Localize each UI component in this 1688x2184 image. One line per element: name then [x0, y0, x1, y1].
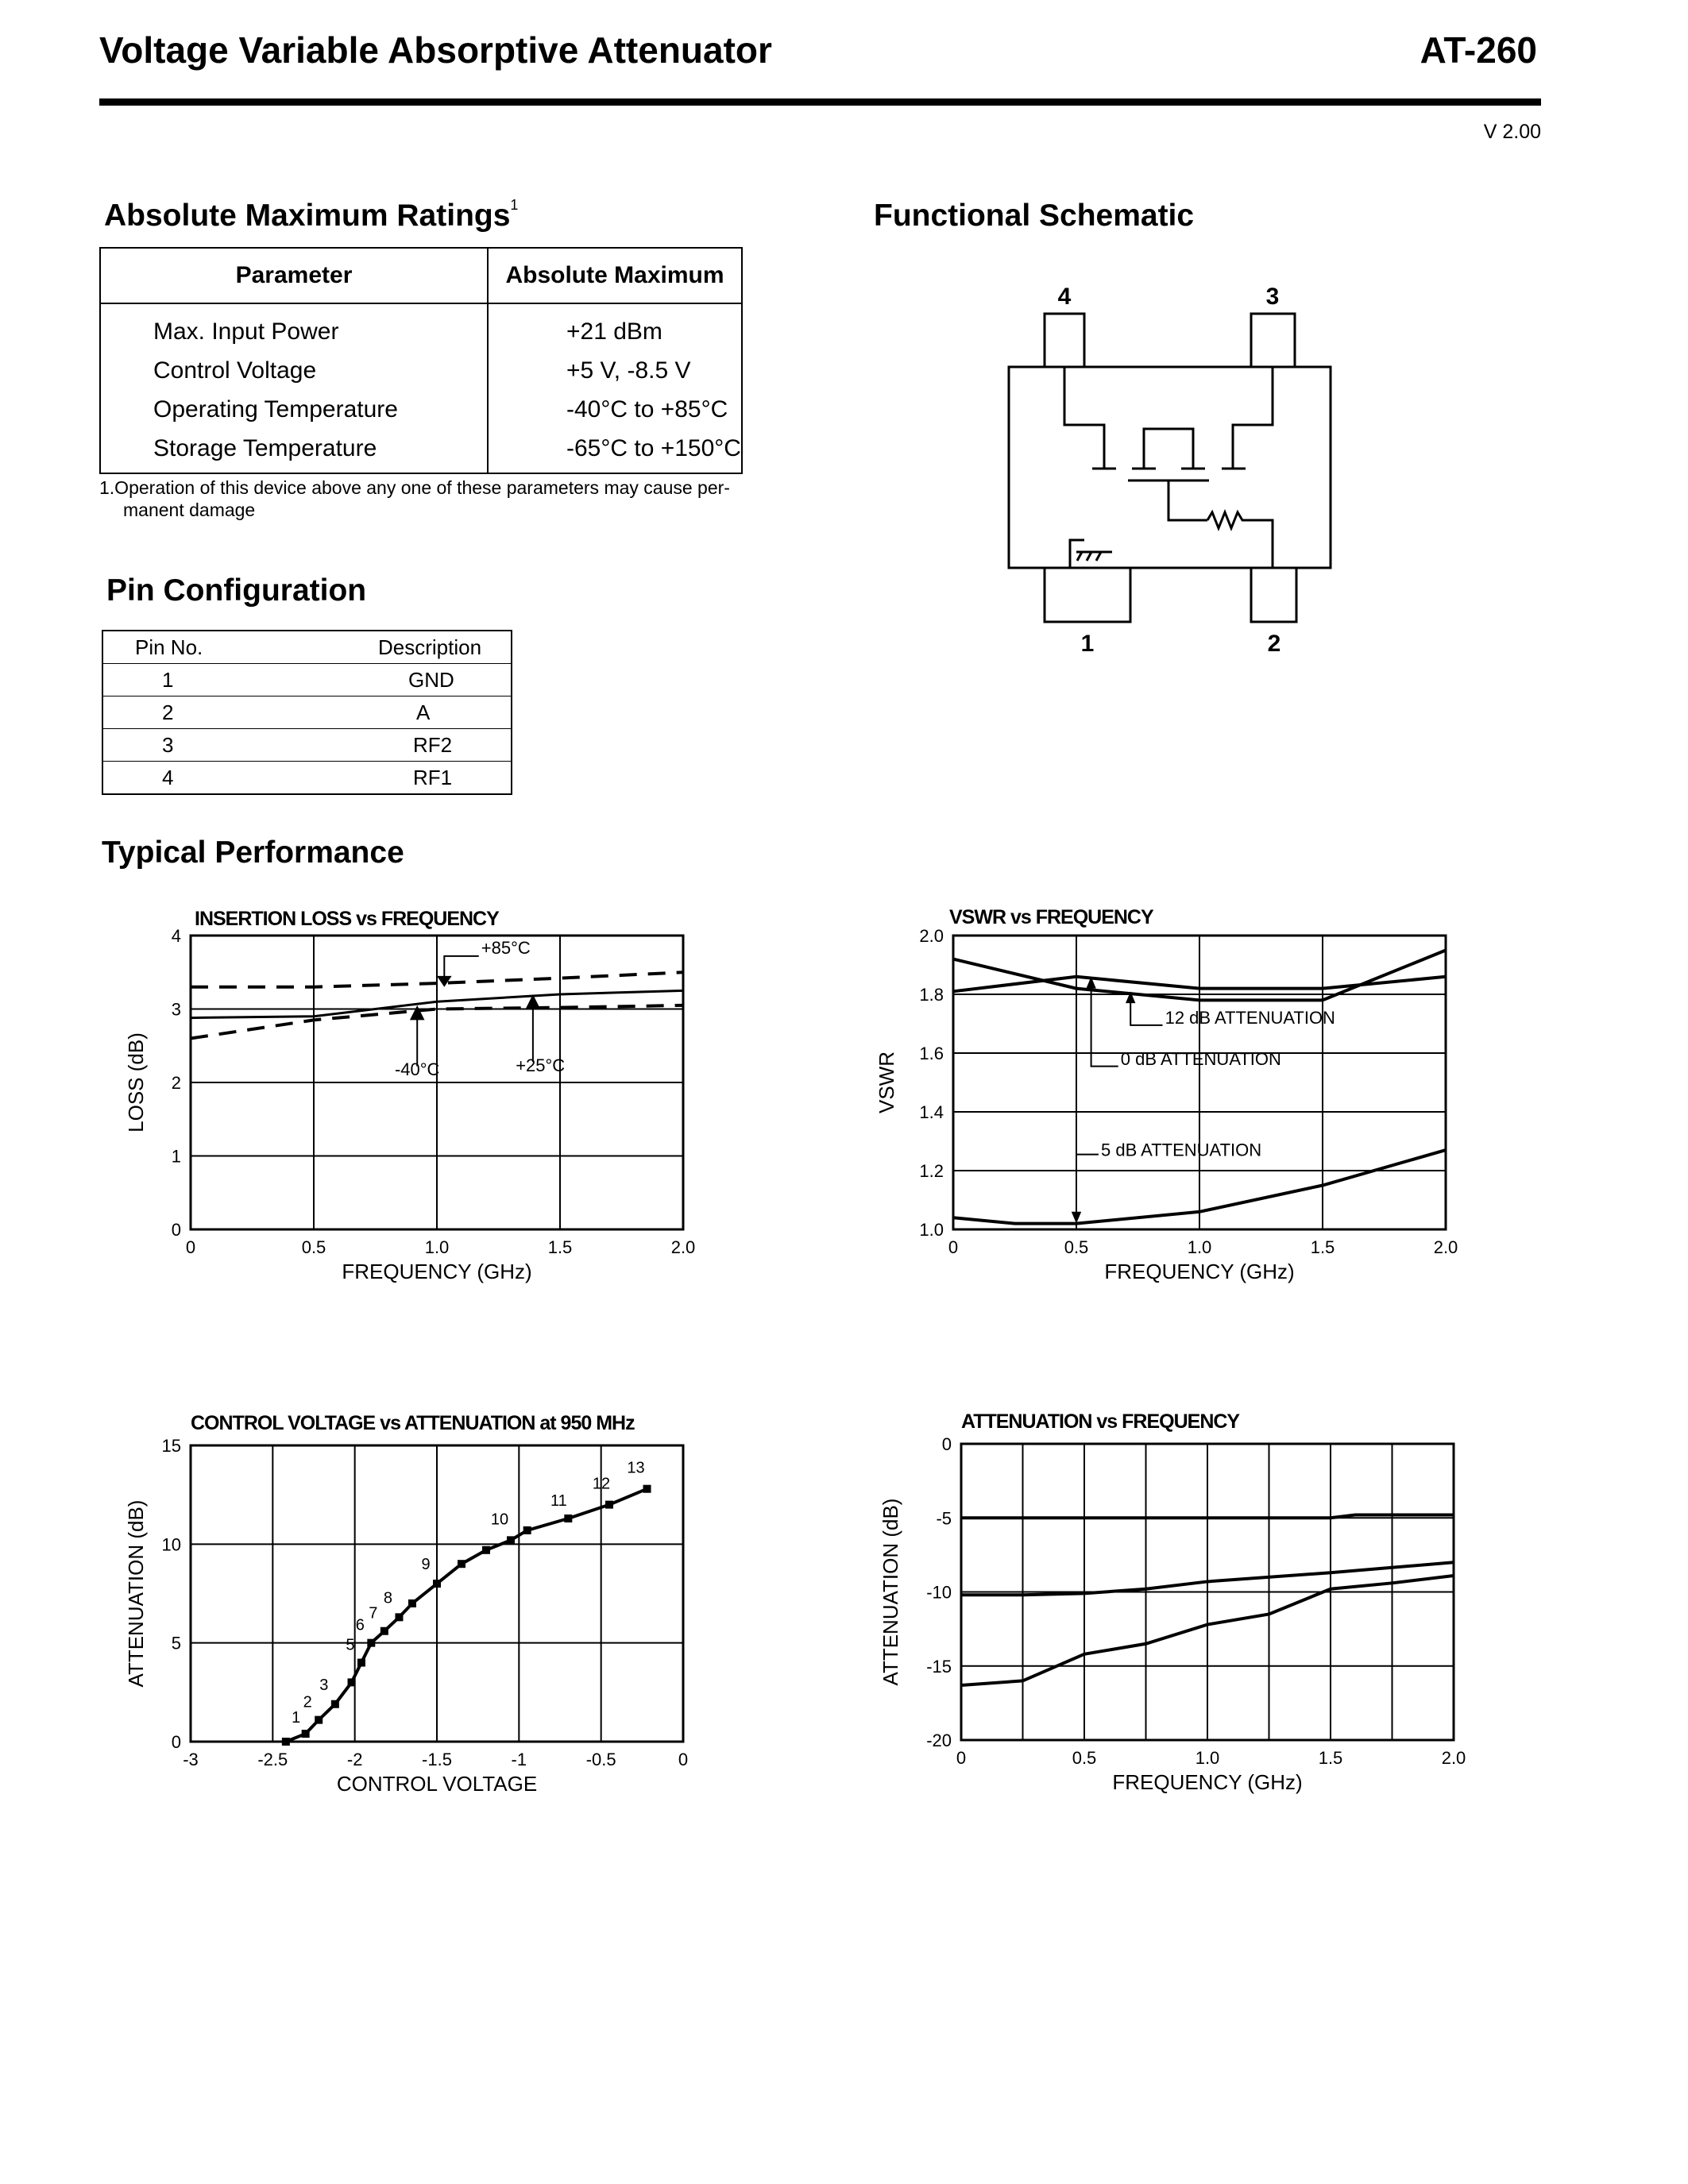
col-pin-no: Pin No.	[102, 631, 313, 664]
series-annotation: 5 dB ATTENUATION	[1101, 1140, 1262, 1160]
chart-title: VSWR vs FREQUENCY	[949, 906, 1153, 928]
data-point	[605, 1501, 613, 1509]
pin-config-heading: Pin Configuration	[106, 573, 367, 608]
x-tick-label: 1.0	[1187, 1237, 1212, 1257]
param-cell: Max. Input Power	[100, 303, 488, 351]
point-label: 6	[355, 1616, 365, 1634]
header-rule	[99, 98, 1541, 106]
x-tick-label: 1.0	[1195, 1748, 1220, 1768]
pin-1-label: 1	[1080, 631, 1095, 657]
data-point	[282, 1738, 290, 1746]
point-label: 7	[369, 1604, 378, 1623]
x-tick-label: 0	[678, 1750, 689, 1769]
series-annotation: 12 dB ATTENUATION	[1165, 1008, 1335, 1028]
value-cell: +21 dBm	[566, 318, 662, 345]
data-point	[523, 1526, 531, 1534]
annotation-leader	[1130, 997, 1162, 1025]
pin-config-table	[102, 630, 512, 795]
x-tick-label: -2	[346, 1750, 363, 1769]
value-cell: -65°C to +150°C	[566, 434, 741, 461]
data-point	[564, 1515, 572, 1522]
footnote-line: 1.Operation of this device above any one of these parameters may cause per-	[99, 477, 730, 498]
y-tick-label: 0	[171, 1220, 181, 1240]
schematic-heading: Functional Schematic	[874, 199, 1195, 233]
data-point	[302, 1730, 310, 1738]
abs-max-col-param: Parameter	[100, 248, 488, 303]
table-row	[100, 303, 742, 351]
point-label: 3	[319, 1676, 329, 1694]
point-label: 9	[421, 1556, 431, 1574]
x-tick-label: 0.5	[1072, 1748, 1097, 1768]
typical-performance-heading: Typical Performance	[102, 835, 404, 870]
pin-no-cell: 4	[162, 765, 174, 789]
param-cell: Control Voltage	[100, 351, 488, 390]
x-tick-label: 1.0	[424, 1237, 450, 1257]
x-tick-label: 0	[185, 1237, 196, 1257]
pin-desc-cell: RF2	[313, 729, 512, 762]
x-tick-label: -1.5	[422, 1750, 452, 1769]
data-point	[348, 1678, 356, 1686]
control-voltage-chart	[119, 1406, 739, 1819]
device-body	[1009, 367, 1331, 568]
y-tick-label: -15	[926, 1656, 952, 1677]
table-row	[100, 351, 742, 390]
pin-no-cell: 2	[102, 696, 313, 729]
y-tick-label: 1.6	[919, 1044, 944, 1063]
value-cell: -40°C to +85°C	[566, 396, 728, 423]
y-tick-label: 0	[171, 1732, 181, 1752]
y-tick-label: -5	[936, 1508, 952, 1529]
y-tick-label: 4	[171, 926, 181, 946]
data-point	[357, 1659, 365, 1667]
series-annotation: +85°C	[481, 938, 531, 959]
x-tick-label: 2.0	[1433, 1237, 1458, 1257]
data-point	[395, 1613, 403, 1621]
pin-2-label: 2	[1267, 631, 1281, 657]
value-cell: +5 V, -8.5 V	[566, 357, 691, 384]
pin-1-pad	[1045, 568, 1130, 622]
table-row	[102, 696, 512, 729]
y-tick-label: -20	[926, 1731, 952, 1750]
y-tick-label: 0	[941, 1434, 952, 1454]
y-tick-label: 5	[171, 1633, 181, 1653]
x-tick-label: -2.5	[257, 1750, 288, 1769]
y-tick-label: 1.4	[919, 1102, 944, 1122]
data-point	[433, 1580, 441, 1588]
x-axis-label: FREQUENCY (GHz)	[342, 1260, 532, 1283]
data-point	[315, 1716, 323, 1724]
vswr-chart	[874, 901, 1493, 1314]
x-tick-label: 2.0	[1441, 1748, 1466, 1768]
pin-no-cell: 3	[102, 729, 313, 762]
part-number: AT-260	[1420, 29, 1537, 71]
table-row	[102, 729, 512, 762]
x-tick-label: 2.0	[670, 1237, 696, 1257]
y-tick-label: 1.0	[919, 1220, 944, 1240]
attenuation-frequency-chart	[874, 1406, 1493, 1827]
abs-max-heading: Absolute Maximum Ratings$^1$	[104, 197, 519, 233]
series-annotation: 0 dB ATTENUATION	[1120, 1048, 1281, 1069]
point-label: 12	[592, 1475, 611, 1493]
point-label: 10	[490, 1511, 509, 1529]
y-tick-label: 1	[171, 1146, 181, 1167]
point-label: 13	[627, 1459, 645, 1477]
y-tick-label: -10	[926, 1582, 952, 1603]
point-label: 1	[292, 1709, 301, 1727]
x-axis-label: FREQUENCY (GHz)	[1104, 1260, 1295, 1283]
data-point	[367, 1639, 375, 1647]
table-row	[102, 664, 512, 696]
annotation-arrow	[410, 1005, 425, 1021]
y-tick-label: 1.8	[919, 985, 944, 1005]
param-cell: Operating Temperature	[100, 390, 488, 429]
data-point	[331, 1700, 339, 1708]
point-label: 11	[550, 1492, 567, 1511]
x-tick-label: 0	[948, 1237, 959, 1257]
col-description: Description	[313, 631, 512, 664]
data-point	[507, 1536, 515, 1544]
point-label: 5	[346, 1636, 355, 1654]
x-tick-label: 0.5	[301, 1237, 326, 1257]
pin-3-pad	[1251, 314, 1295, 367]
pin-4-pad	[1045, 314, 1084, 367]
chart-title: CONTROL VOLTAGE vs ATTENUATION at 950 MHz	[191, 1412, 635, 1434]
y-tick-label: 10	[161, 1534, 181, 1555]
footnote-line: manent damage	[123, 500, 256, 520]
data-point	[380, 1627, 388, 1635]
pin-desc-cell: RF1	[413, 765, 453, 789]
data-point	[458, 1560, 465, 1568]
abs-max-table	[99, 247, 743, 474]
data-point	[643, 1485, 651, 1493]
resistor-symbol	[1207, 512, 1273, 568]
x-tick-label: -1	[511, 1750, 527, 1769]
y-axis-label: LOSS (dB)	[124, 1032, 148, 1133]
insertion-loss-chart	[119, 901, 707, 1314]
x-tick-label: -3	[183, 1750, 199, 1769]
y-tick-label: 2	[171, 1073, 181, 1093]
table-header-row	[102, 631, 512, 664]
data-point	[408, 1599, 416, 1607]
functional-schematic	[985, 270, 1350, 659]
abs-max-col-max: Absolute Maximum	[488, 248, 742, 303]
pin-4-label: 4	[1057, 284, 1072, 310]
data-point	[482, 1546, 490, 1554]
y-tick-label: 15	[161, 1436, 181, 1456]
y-tick-label: 1.2	[919, 1161, 944, 1181]
x-tick-label: 1.5	[547, 1237, 573, 1257]
x-tick-label: 0	[956, 1748, 967, 1768]
x-tick-label: 1.5	[1310, 1237, 1335, 1257]
pin-desc-cell: GND	[313, 664, 512, 696]
chart-title: ATTENUATION vs FREQUENCY	[961, 1410, 1240, 1433]
y-tick-label: 3	[171, 999, 181, 1020]
table-row	[100, 429, 742, 473]
abs-max-footnote	[99, 477, 798, 521]
table-row	[100, 390, 742, 429]
x-tick-label: 1.5	[1318, 1748, 1343, 1768]
point-label: 8	[383, 1589, 393, 1607]
pin-3-label: 3	[1265, 284, 1280, 310]
x-axis-label: CONTROL VOLTAGE	[336, 1772, 538, 1796]
chart-title: INSERTION LOSS vs FREQUENCY	[195, 908, 499, 930]
series-annotation: -40°C	[394, 1059, 440, 1079]
table-row	[102, 762, 512, 795]
pin-no-cell: 1	[102, 664, 313, 696]
y-tick-label: 2.0	[919, 926, 944, 946]
x-axis-label: FREQUENCY (GHz)	[1112, 1770, 1303, 1794]
document-title: Voltage Variable Absorptive Attenuator	[99, 29, 772, 71]
point-label: 2	[303, 1693, 312, 1711]
y-axis-label: ATTENUATION (dB)	[124, 1499, 148, 1688]
y-axis-label: ATTENUATION (dB)	[879, 1498, 902, 1686]
param-cell: Storage Temperature	[100, 429, 488, 473]
pin-desc-cell: A	[313, 696, 512, 729]
series-annotation: +25°C	[516, 1055, 566, 1076]
version-label: V 2.00	[1483, 121, 1541, 143]
y-axis-label: VSWR	[875, 1051, 898, 1113]
pin-2-pad	[1251, 568, 1296, 622]
annotation-leader	[1076, 1155, 1099, 1221]
x-tick-label: -0.5	[585, 1750, 616, 1769]
x-tick-label: 0.5	[1064, 1237, 1089, 1257]
series-line	[286, 1489, 647, 1742]
